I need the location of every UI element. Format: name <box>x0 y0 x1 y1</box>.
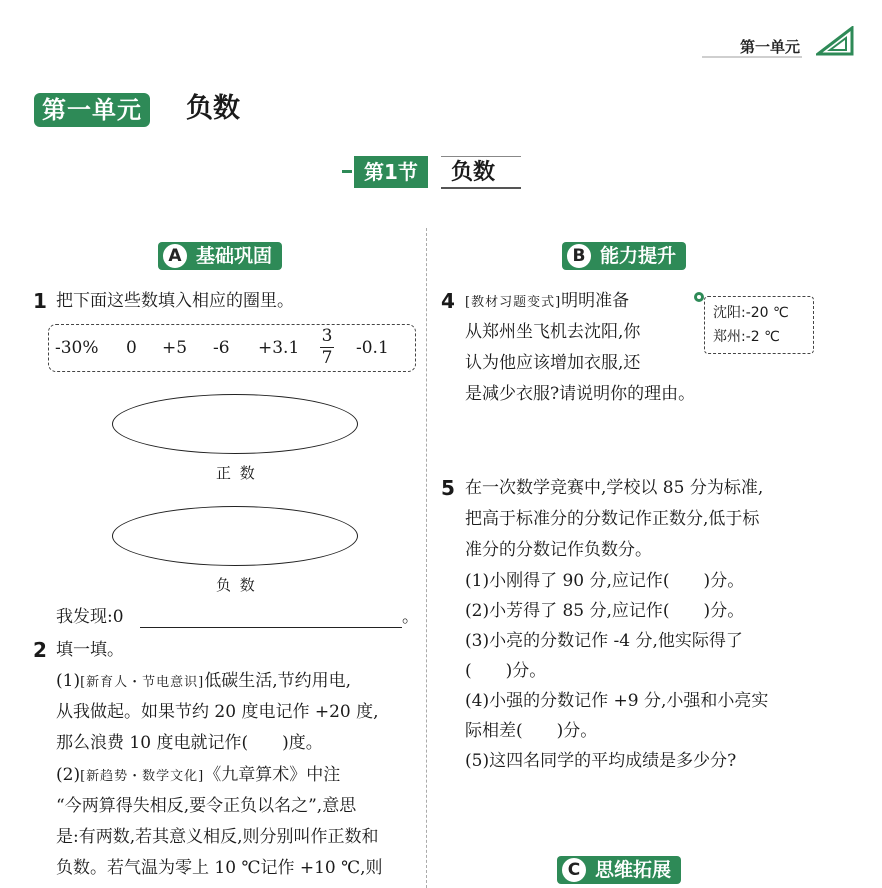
q2-s2-line3: 是:有两数,若其意义相反,则分别叫作正数和 <box>56 827 379 847</box>
negative-ellipse[interactable] <box>112 506 358 566</box>
positive-ellipse[interactable] <box>112 394 358 454</box>
q1-prompt: 把下面这些数填入相应的圈里。 <box>56 291 294 311</box>
number-item: +3.1 <box>258 338 300 358</box>
discovery-end: 。 <box>402 607 419 627</box>
set-square-icon <box>816 26 854 56</box>
header-underline <box>702 56 802 58</box>
q2-s2-line4: 负数。若气温为零上 10 ℃记作 +10 ℃,则 <box>56 858 383 878</box>
discovery-text: 我发现:0 <box>56 607 124 627</box>
part-c-badge <box>557 856 681 884</box>
q2-s2-line1 <box>56 760 340 792</box>
number-item: -6 <box>213 338 230 358</box>
part-b-badge <box>562 242 686 270</box>
q2-s2-prefix: (2) <box>56 765 81 785</box>
section-topic: 负数 <box>441 156 521 189</box>
weather-card <box>704 296 814 354</box>
q5-s4b: 际相差( )分。 <box>465 721 598 741</box>
q2-s2-line2: “今两算得失相反,要令正负以名之”,意思 <box>56 796 357 816</box>
q4-line4: 是减少衣服?请说明你的理由。 <box>465 384 696 404</box>
weather-temp: -2 ℃ <box>745 329 780 345</box>
weather-row-shenyang <box>713 301 813 325</box>
q4-text: 明明准备 <box>561 291 630 311</box>
part-b-title: 能力提升 <box>600 245 677 267</box>
section-dash <box>342 170 352 173</box>
unit-topic: 负数 <box>186 93 240 124</box>
header-unit-label: 第一单元 <box>739 38 800 56</box>
q4-tag: [教材习题变式] <box>465 295 562 310</box>
number-item: -0.1 <box>356 338 389 358</box>
weather-row-zhengzhou <box>713 325 813 349</box>
number-item: -30% <box>55 338 99 358</box>
column-divider <box>426 228 427 888</box>
q5-line2: 把高于标准分的分数记作正数分,低于标 <box>465 509 760 529</box>
q4-number: 4 <box>441 289 455 313</box>
q5-line1: 在一次数学竞赛中,学校以 85 分为标准, <box>465 478 764 498</box>
part-a-title: 基础巩固 <box>196 245 273 267</box>
q4-line1 <box>465 286 629 318</box>
q2-s1-tag: [新育人・节电意识] <box>80 675 205 690</box>
q2-s1-line1 <box>56 666 351 698</box>
q5-s2: (2)小芳得了 85 分,应记作( )分。 <box>465 601 745 621</box>
part-b-letter: B <box>566 243 592 269</box>
fraction-denominator: 7 <box>321 348 333 368</box>
q5-s1: (1)小刚得了 90 分,应记作( )分。 <box>465 571 745 591</box>
weather-city: 郑州: <box>713 329 746 345</box>
number-item: 0 <box>126 338 137 358</box>
q5-s3b: ( )分。 <box>465 661 547 681</box>
q2-s1-text: 低碳生活,节约用电, <box>204 671 352 691</box>
q2-prompt: 填一填。 <box>56 640 124 660</box>
discovery-blank[interactable] <box>140 627 402 628</box>
number-item: +5 <box>162 338 188 358</box>
q2-s1-line3: 那么浪费 10 度电就记作( )度。 <box>56 733 323 753</box>
weather-city: 沈阳: <box>713 305 746 321</box>
positive-label: 正 数 <box>216 464 257 482</box>
q5-s3a: (3)小亮的分数记作 -4 分,他实际得了 <box>465 631 743 651</box>
q4-line3: 认为他应该增加衣服,还 <box>465 353 641 373</box>
part-a-letter: A <box>162 243 188 269</box>
q1-number: 1 <box>33 289 47 313</box>
q2-s2-tag: [新趋势・数学文化] <box>80 769 205 784</box>
q2-number: 2 <box>33 638 47 662</box>
part-c-letter: C <box>561 857 587 883</box>
q5-s4a: (4)小强的分数记作 +9 分,小强和小亮实 <box>465 691 769 711</box>
part-a-badge <box>158 242 282 270</box>
unit-badge: 第一单元 <box>34 93 150 127</box>
q5-s5: (5)这四名同学的平均成绩是多少分? <box>465 751 737 771</box>
part-c-title: 思维拓展 <box>595 859 672 881</box>
q2-s1-line2: 从我做起。如果节约 20 度电记作 +20 度, <box>56 702 379 722</box>
q2-s1-prefix: (1) <box>56 671 81 691</box>
q2-s2-text: 《九章算术》中注 <box>204 765 341 785</box>
weather-temp: -20 ℃ <box>745 305 789 321</box>
q5-number: 5 <box>441 476 455 500</box>
q5-line3: 准分的分数记作负数分。 <box>465 540 652 560</box>
fraction-numerator: 3 <box>321 326 333 346</box>
q4-line2: 从郑州坐飞机去沈阳,你 <box>465 322 641 342</box>
negative-label: 负 数 <box>216 576 257 594</box>
section-badge: 第1节 <box>354 156 428 188</box>
